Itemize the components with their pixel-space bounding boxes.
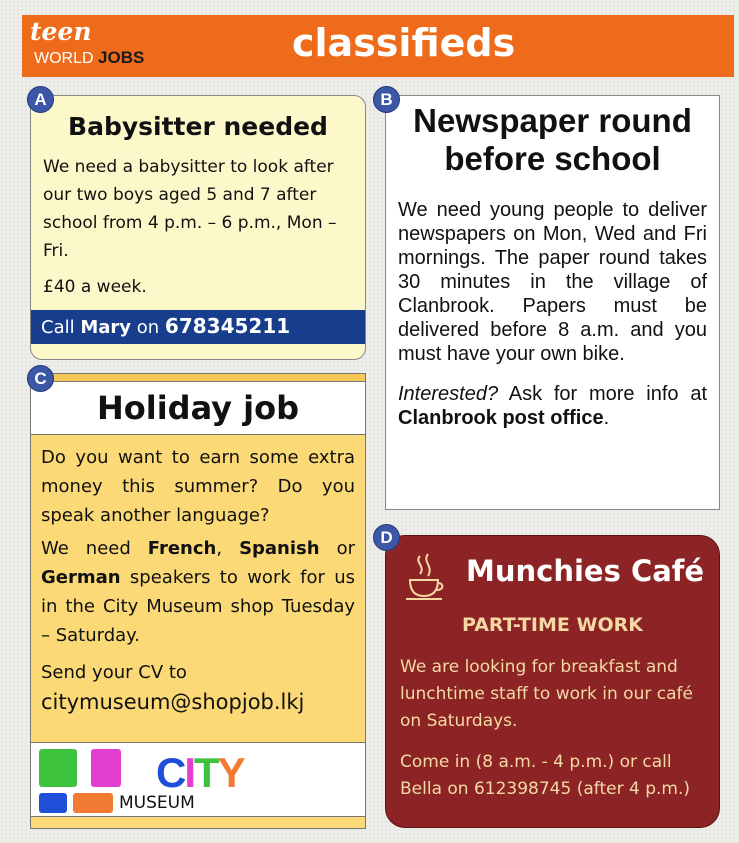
badge-a: A: [27, 86, 54, 113]
ad-c-p1: Do you want to earn some extra money this summer? Do you speak another language?: [41, 447, 355, 526]
lang-spanish: Spanish: [239, 538, 320, 559]
call-prefix: Call: [41, 317, 75, 338]
badge-b: B: [373, 86, 400, 113]
interest-italic: Interested?: [398, 383, 499, 405]
city-y: Y: [217, 749, 244, 796]
ad-b-title: Newspaper round before school: [413, 102, 692, 177]
logo-museum: MUSEUM: [119, 793, 195, 813]
p2-end: speakers to work for us in the City Museum shop Tuesday – Saturday.: [41, 567, 355, 646]
logo-world: WORLD: [34, 50, 94, 67]
ad-c-p3: Send your CV to: [41, 662, 187, 683]
page-title: classifieds: [292, 21, 516, 65]
ad-a-title: Babysitter needed: [68, 112, 328, 141]
ad-d-title: Munchies Café: [466, 554, 705, 588]
coffee-cup-icon: [404, 552, 446, 602]
logo-pink-square: [91, 749, 121, 787]
ad-c-band: [31, 374, 365, 382]
logo-jobs: JOBS: [98, 48, 145, 67]
lang-french: French: [147, 538, 217, 559]
logo-city-word: [156, 749, 244, 797]
ad-a-body: We need a babysitter to look after our two boys aged 5 and 7 after school from 4 p.m. – 6 p.m., Mon – Fri.: [43, 157, 337, 261]
badge-c: C: [27, 365, 54, 392]
logo-blue-square: [39, 793, 67, 813]
ad-d-p2: Come in (8 a.m. - 4 p.m.) or call Bella on 612398745 (after 4 p.m.): [400, 752, 690, 799]
interest-place: Clanbrook post office: [398, 407, 604, 429]
city-i: I: [184, 749, 195, 796]
ad-holiday-job: [30, 373, 366, 829]
ad-c-title: Holiday job: [31, 382, 365, 435]
logo-world-jobs: [34, 48, 144, 68]
logo-teen: teen: [30, 17, 92, 46]
city-c: C: [156, 749, 185, 796]
call-phone: 678345211: [164, 314, 291, 338]
badge-d: D: [373, 524, 400, 551]
call-name: Mary: [80, 317, 132, 338]
ad-newspaper-round: [385, 95, 720, 510]
interest-end: .: [603, 407, 610, 429]
ad-d-subtitle: PART-TIME WORK: [462, 614, 643, 636]
logo-orange-square: [73, 793, 113, 813]
logo-green-square: [39, 749, 77, 787]
ad-d-p1: We are looking for breakfast and lunchtime staff to work in our café on Saturdays.: [400, 657, 693, 731]
city-museum-logo: [31, 742, 365, 817]
or: or: [336, 538, 355, 559]
ad-a-price: £40 a week.: [43, 277, 147, 297]
ad-babysitter: [30, 95, 366, 360]
ad-c-p2: [41, 534, 355, 650]
p2-start: We need: [41, 538, 131, 559]
ad-b-body: We need young people to deliver newspapers on Mon, Wed and Fri mornings. The paper round takes 30 minutes in the village of Clanbrook. Papers must be delivered before 8 a.m. and you must have your own bike.: [398, 199, 707, 365]
comma: ,: [216, 538, 223, 559]
ad-c-email: citymuseum@shopjob.lkj: [41, 690, 305, 714]
interest-text: Ask for more info at: [508, 383, 707, 405]
ad-b-interest: [398, 382, 707, 430]
lang-german: German: [41, 567, 121, 588]
city-t: T: [194, 749, 218, 796]
ad-a-call-bar: [31, 310, 365, 344]
classifieds-header: [22, 15, 734, 77]
call-on: on: [136, 317, 160, 338]
ad-munchies-cafe: [385, 535, 720, 828]
